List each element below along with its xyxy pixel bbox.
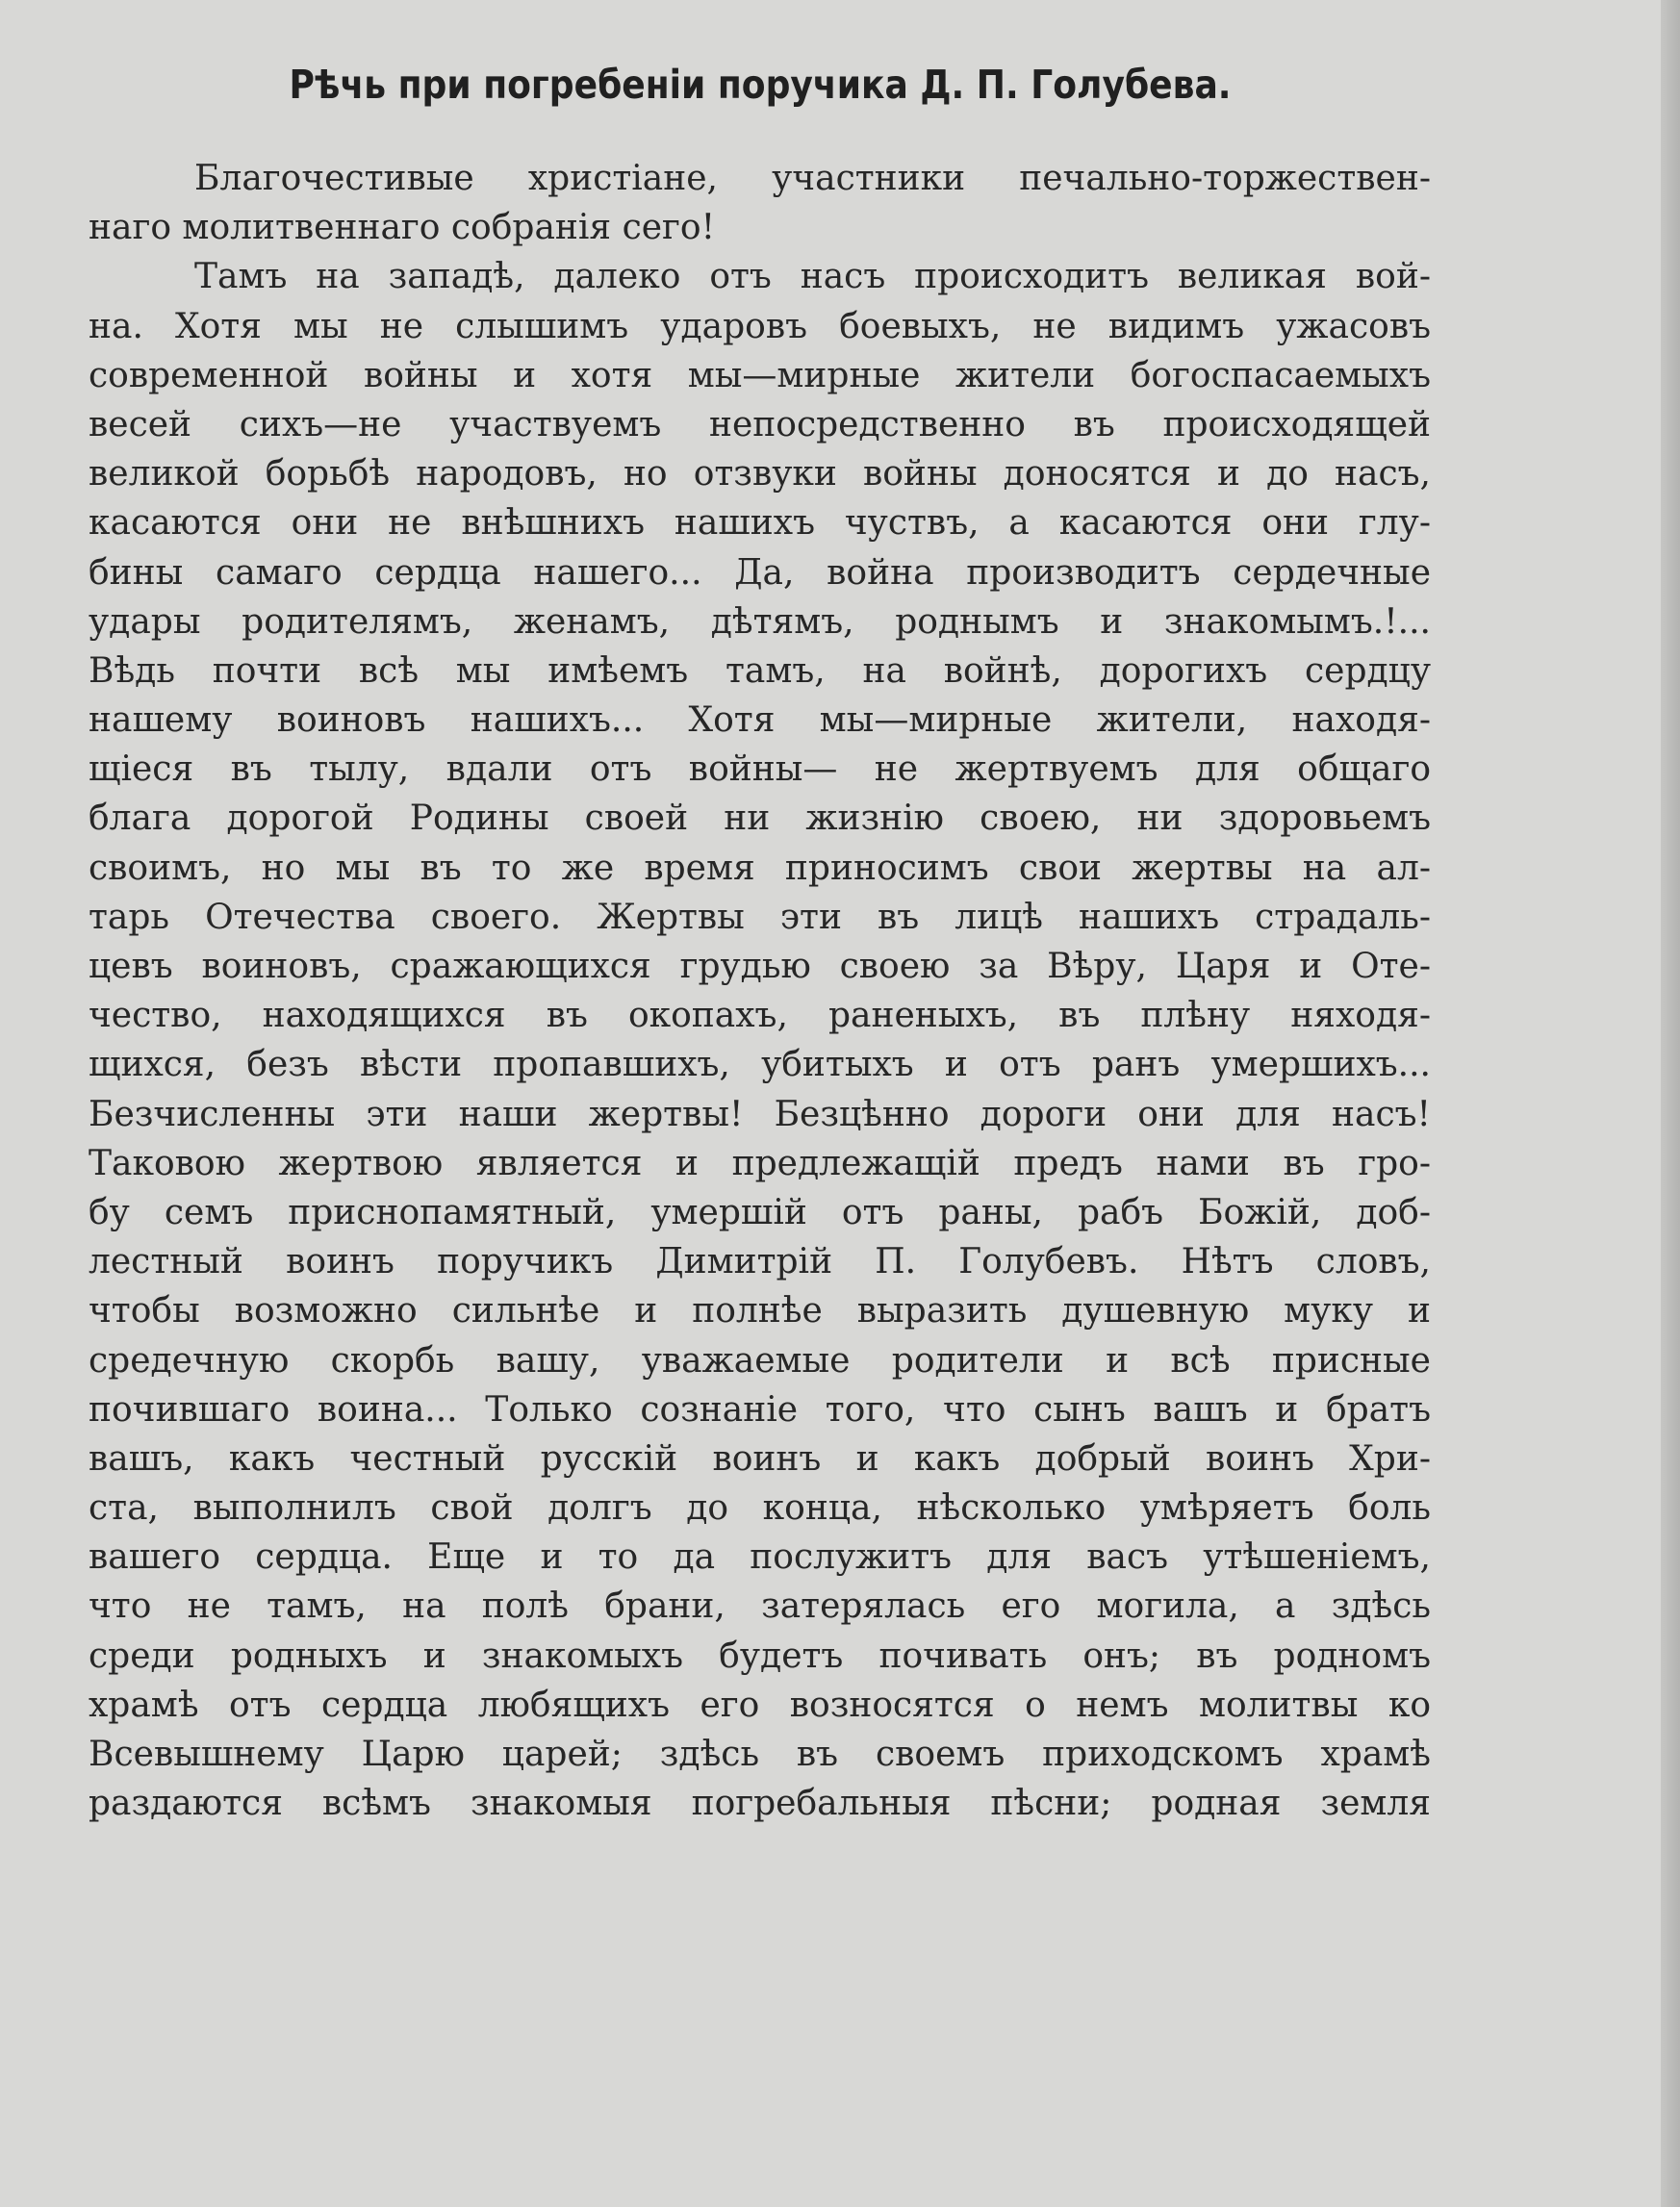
text-line: своимъ, но мы въ то же время приносимъ свои жертвы на ал- <box>89 848 1431 888</box>
text-line: Тамъ на западѣ, далеко отъ насъ происходитъ великая вой- <box>194 257 1431 297</box>
text-line: вашъ, какъ честный русскій воинъ и какъ добрый воинъ Хри- <box>89 1438 1431 1479</box>
text-line: раздаются всѣмъ знакомыя погребальныя пѣсни; родная земля <box>89 1784 1431 1824</box>
text-line: великой борьбѣ народовъ, но отзвуки войны доносятся и до насъ, <box>89 454 1431 495</box>
text-line: современной войны и хотя мы—мирные жители богоспасаемыхъ <box>89 355 1431 395</box>
text-line: среди родныхъ и знакомыхъ будетъ почивать онъ; въ родномъ <box>89 1636 1431 1676</box>
text-line: храмѣ отъ сердца любящихъ его возносятся о немъ молитвы ко <box>89 1685 1431 1725</box>
text-line: щіеся въ тылу, вдали отъ войны— не жертвуемъ для общаго <box>89 749 1431 790</box>
text-line: лестный воинъ поручикъ Димитрій П. Голубевъ. Нѣтъ словъ, <box>89 1242 1431 1282</box>
text-line: Вѣдь почти всѣ мы имѣемъ тамъ, на войнѣ, дорогихъ сердцу <box>89 650 1431 691</box>
text-line: средечную скорбь вашу, уважаемые родители и всѣ присные <box>89 1340 1431 1381</box>
text-line: блага дорогой Родины своей ни жизнію своею, ни здоровьемъ <box>89 799 1431 839</box>
body-text <box>89 154 1431 1828</box>
text-line: тарь Отечества своего. Жертвы эти въ лицѣ нашихъ страдаль- <box>89 897 1431 937</box>
text-line: Благочестивые христіане, участники печально-торжествен- <box>194 159 1431 198</box>
text-line: весей сихъ—не участвуемъ непосредственно въ происходящей <box>89 404 1431 444</box>
text-line: Всевышнему Царю царей; здѣсь въ своемъ приходскомъ храмѣ <box>89 1735 1431 1774</box>
text-line: бины самаго сердца нашего... Да, война производитъ сердечные <box>89 552 1431 593</box>
text-line: цевъ воиновъ, сражающихся грудью своею за Вѣру, Царя и Оте- <box>89 947 1431 986</box>
text-line: нашему воиновъ нашихъ... Хотя мы—мирные жители, находя- <box>89 700 1431 741</box>
text-line: ста, выполнилъ свой долгъ до конца, нѣсколько умѣряетъ боль <box>89 1488 1431 1529</box>
text-line: касаются они не внѣшнихъ нашихъ чуствъ, а касаются они глу- <box>89 503 1431 544</box>
text-line: Безчисленны эти наши жертвы! Безцѣнно дороги они для насъ! <box>89 1094 1431 1134</box>
text-line: вашего сердца. Еще и то да послужитъ для васъ утѣшеніемъ, <box>89 1537 1431 1578</box>
text-line: почившаго воина... Только сознаніе того, что сынъ вашъ и братъ <box>89 1389 1431 1430</box>
text-line: удары родителямъ, женамъ, дѣтямъ, роднымъ и знакомымъ.!... <box>89 601 1431 642</box>
text-line: на. Хотя мы не слышимъ ударовъ боевыхъ, не видимъ ужасовъ <box>89 306 1431 346</box>
text-line: щихся, безъ вѣсти пропавшихъ, убитыхъ и отъ ранъ умершихъ... <box>89 1045 1431 1085</box>
page-edge-shadow <box>1661 0 1680 2207</box>
text-line: что не тамъ, на полѣ брани, затерялась его могила, а здѣсь <box>89 1586 1431 1627</box>
text-line: чтобы возможно сильнѣе и полнѣе выразить душевную муку и <box>89 1291 1431 1332</box>
text-line: чество, находящихся въ окопахъ, раненыхъ, въ плѣну няходя- <box>89 996 1431 1036</box>
text-line: наго молитвеннаго собранія сего! <box>89 208 716 248</box>
page-title: Рѣчь при погребеніи поручика Д. П. Голубева. <box>289 62 1232 108</box>
text-line: бу семъ приснопамятный, умершій отъ раны, рабъ Божій, доб- <box>89 1192 1431 1232</box>
text-line: Таковою жертвою является и предлежащій предъ нами въ гро- <box>89 1143 1431 1183</box>
